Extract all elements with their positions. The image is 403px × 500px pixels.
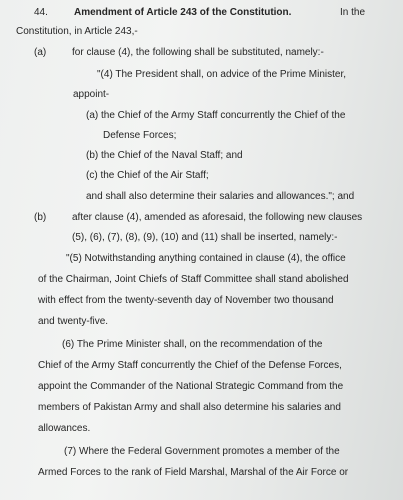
section-heading: Amendment of Article 243 of the Constitution. (74, 7, 292, 18)
clause-4-appoint: appoint- (73, 89, 110, 100)
clause-4-opening: "(4) The President shall, on advice of the Prime Minister, (97, 69, 347, 80)
clause-7-line2: Armed Forces to the rank of Field Marshal, Marshal of the Air Force or (38, 467, 349, 478)
clause-a-text: for clause (4), the following shall be substituted, namely:- (72, 47, 324, 58)
clause-4-item-a-line1: (a) the Chief of the Army Staff concurrently the Chief of the (86, 110, 346, 121)
clause-5-line1: "(5) Notwithstanding anything contained in clause (4), the office (66, 253, 346, 264)
clause-4-item-b: (b) the Chief of the Naval Staff; and (86, 150, 243, 161)
clause-6-line5: allowances. (38, 423, 91, 434)
clause-a-marker: (a) (34, 47, 47, 58)
clause-5-line2: of the Chairman, Joint Chiefs of Staff Committee shall stand abolished (38, 274, 349, 285)
clause-b-text-line1: after clause (4), amended as aforesaid, the following new clauses (72, 212, 363, 223)
clause-4-closing: and shall also determine their salaries and allowances."; and (86, 191, 355, 202)
clause-6-line3: appoint the Commander of the National Strategic Command from the (38, 381, 344, 392)
clause-4-item-a-line2: Defense Forces; (103, 130, 177, 141)
clause-b-marker: (b) (34, 212, 47, 223)
section-number: 44. (34, 7, 48, 18)
clause-6-line4: members of Pakistan Army and shall also determine his salaries and (38, 402, 341, 413)
clause-b-text-line2: (5), (6), (7), (8), (9), (10) and (11) shall be inserted, namely:- (72, 232, 338, 243)
intro-tail: In the (340, 7, 366, 18)
clause-5-line3: with effect from the twenty-seventh day of November two thousand (38, 295, 334, 306)
clause-6-line1: (6) The Prime Minister shall, on the recommendation of the (62, 339, 323, 350)
clause-5-line4: and twenty-five. (38, 316, 109, 327)
clause-7-line1: (7) Where the Federal Government promotes a member of the (64, 446, 340, 457)
clause-6-line2: Chief of the Army Staff concurrently the Chief of the Defense Forces, (38, 360, 342, 371)
clause-4-item-c: (c) the Chief of the Air Staff; (86, 170, 209, 181)
intro-continuation: Constitution, in Article 243,- (16, 26, 138, 37)
